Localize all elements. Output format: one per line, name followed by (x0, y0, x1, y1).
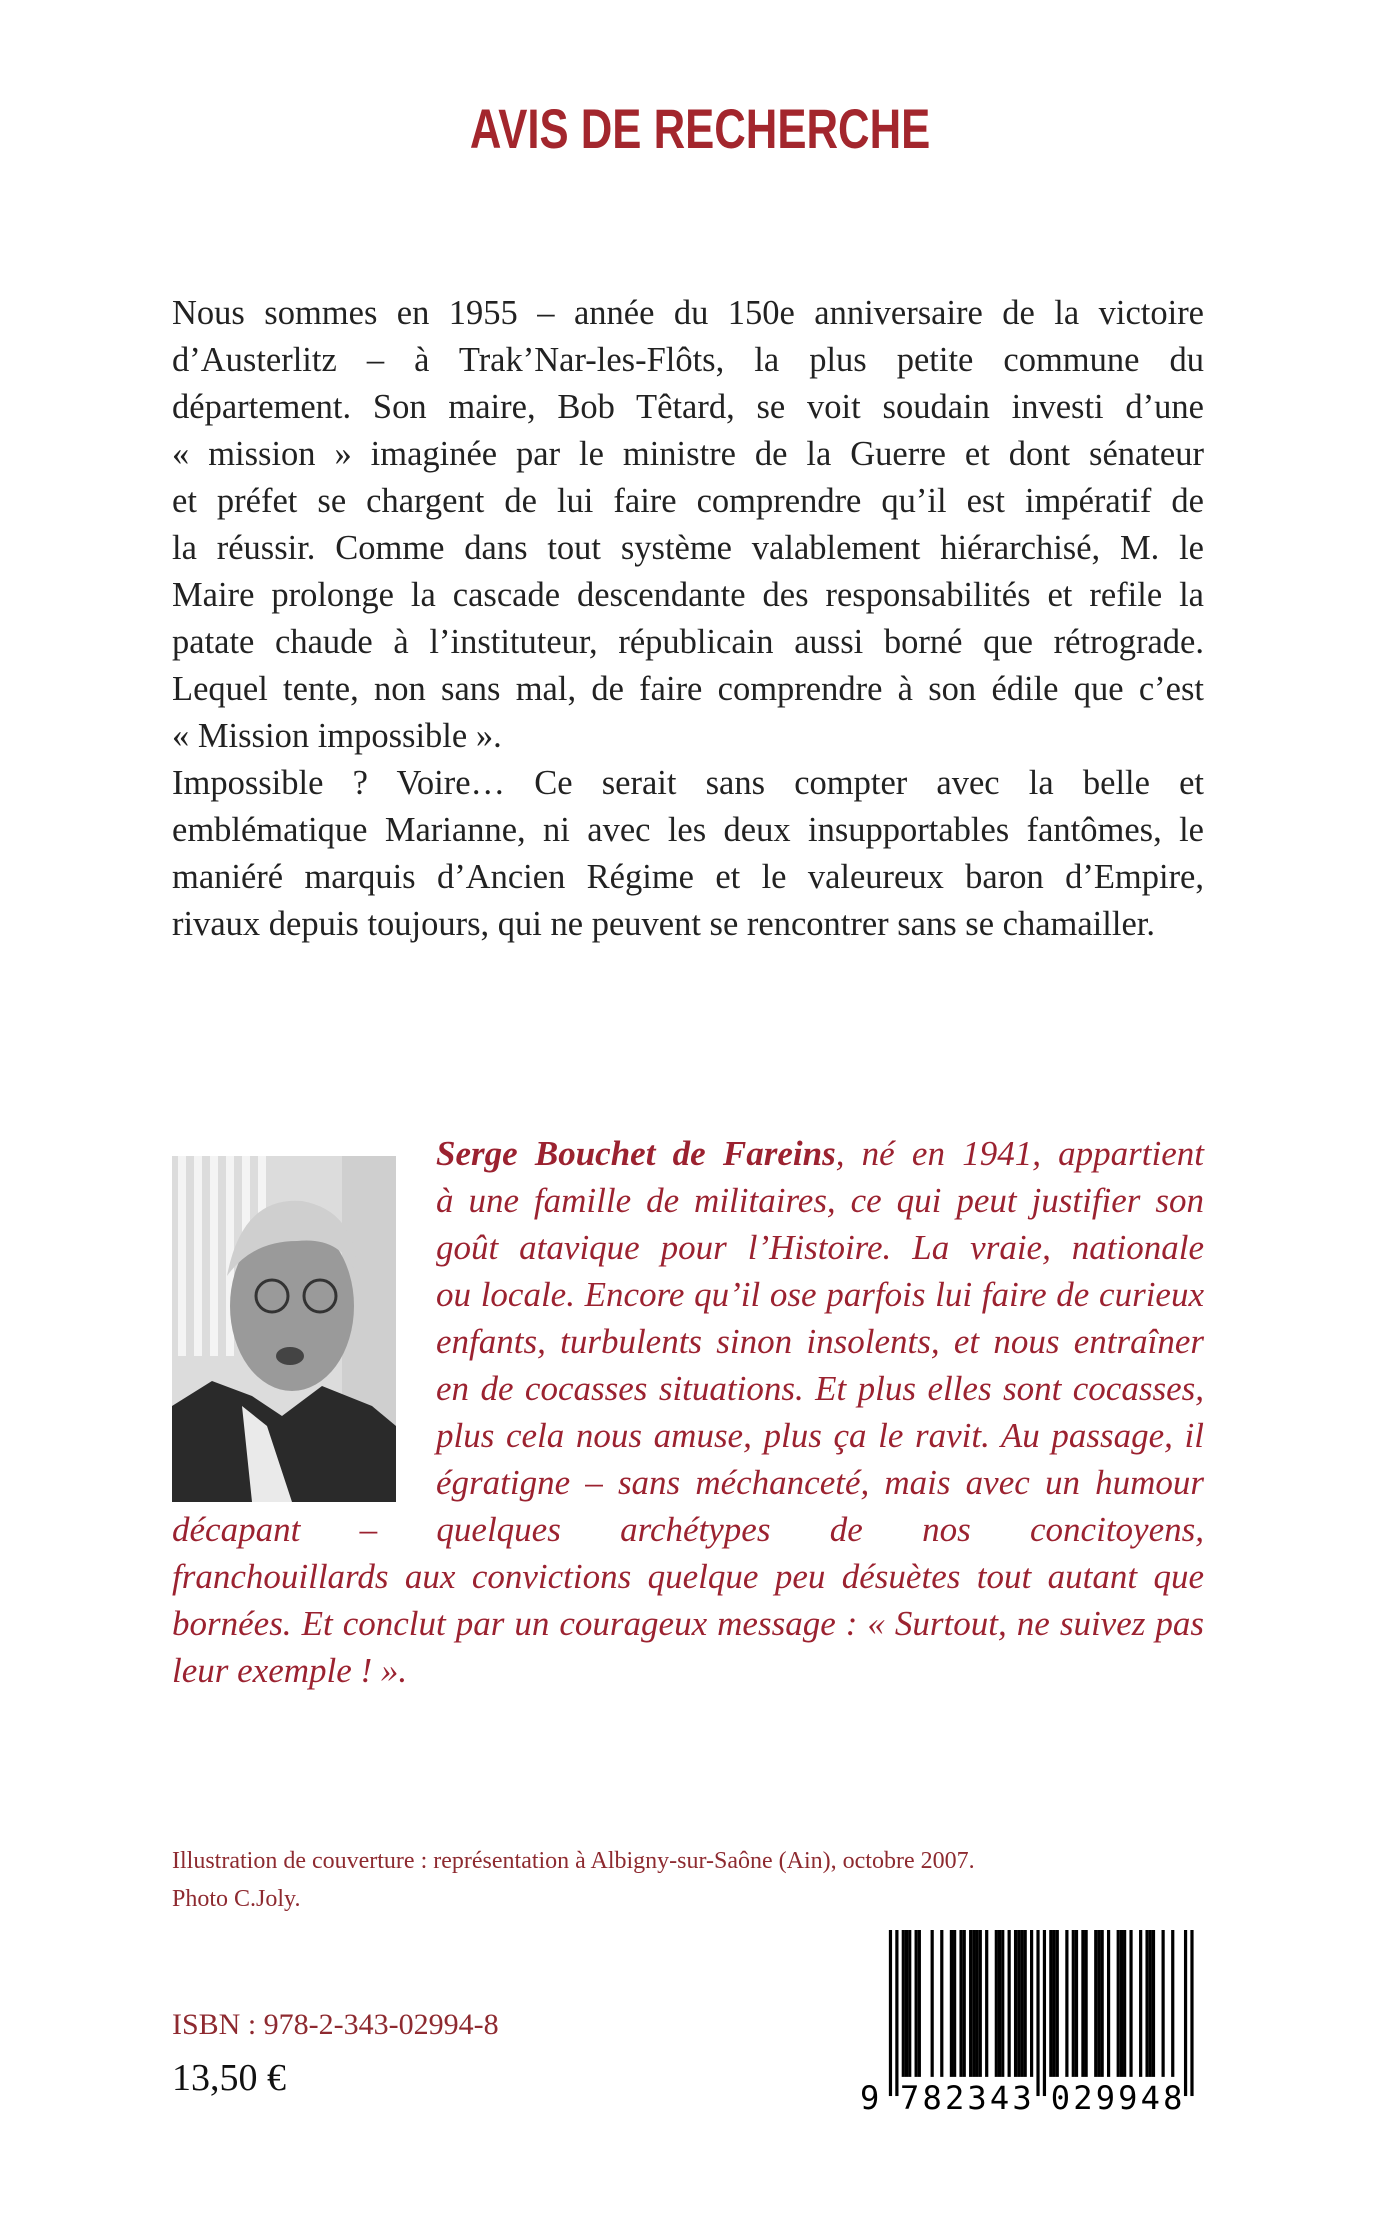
barcode-bar (1052, 1930, 1055, 2077)
barcode-bar (1162, 1930, 1165, 2077)
barcode-digit: 3 (967, 2078, 987, 2112)
barcode-bar (1139, 1930, 1142, 2077)
barcode-bar (972, 1930, 975, 2077)
barcode-bar (1065, 1930, 1068, 2077)
barcode-bar (995, 1930, 998, 2077)
barcode-digit: 4 (989, 2078, 1010, 2112)
barcode-bar (969, 1930, 972, 2077)
barcode-digit: 8 (922, 2078, 942, 2112)
barcode-bar (1085, 1930, 1088, 2077)
blurb (172, 290, 1204, 948)
blurb-line: emblématique Marianne, ni avec les deux insupportables fantômes, le (172, 811, 1204, 849)
barcode-digit: 7 (900, 2078, 920, 2112)
barcode (860, 1930, 1200, 2112)
barcode-bar (1094, 1930, 1097, 2077)
barcode-bar (1056, 1930, 1059, 2077)
blurb-line: département. Son maire, Bob Têtard, se voit soudain investi d’une (172, 388, 1204, 426)
barcode-bar (1024, 1930, 1027, 2077)
barcode-digit: 9 (1118, 2078, 1138, 2112)
barcode-bar (1075, 1930, 1078, 2077)
blurb-line: Lequel tente, non sans mal, de faire comprendre à son édile que c’est (172, 670, 1204, 708)
blurb-line: et préfet se chargent de lui faire comprendre qu’il est impératif de (172, 482, 1204, 520)
book-title: AVIS DE RECHERCHE (469, 97, 931, 160)
barcode-bar (1030, 1930, 1033, 2077)
bio-line: égratigne – sans méchanceté, mais avec un humour (436, 1463, 1204, 1502)
barcode-bar (1145, 1930, 1148, 2077)
barcode-bar (1107, 1930, 1110, 2077)
blurb-line: Nous sommes en 1955 – année du 150e anniversaire de la victoire (172, 294, 1204, 332)
barcode-bar (1097, 1930, 1100, 2077)
photo-credit: Photo C.Joly. (172, 1886, 301, 1912)
blurb-line: rivaux depuis toujours, qui ne peuvent se rencontrer sans se chamailler. (172, 905, 1155, 943)
barcode-bar (1117, 1930, 1120, 2077)
bio-line: enfants, turbulents sinon insolents, et nous entraîner (436, 1322, 1204, 1361)
barcode-bar (1129, 1930, 1132, 2077)
barcode-bar (931, 1930, 934, 2077)
blurb-line: la réussir. Comme dans tout système valablement hiérarchisé, M. le (172, 529, 1204, 567)
barcode-bar (918, 1930, 921, 2077)
barcode-bar (902, 1930, 905, 2077)
barcode-bar (1001, 1930, 1004, 2077)
barcode-bar (1072, 1930, 1075, 2077)
barcode-bar (1081, 1930, 1084, 2077)
barcode-bar (1101, 1930, 1104, 2077)
barcode-bar (1171, 1930, 1174, 2077)
barcode-bar (1152, 1930, 1155, 2077)
credit-line: Illustration de couverture : représentation à Albigny-sur-Saône (Ain), octobre 2007. (172, 1848, 975, 1874)
barcode-digit: 2 (1073, 2078, 1093, 2112)
bio-line: goût atavique pour l’Histoire. La vraie, nationale (436, 1228, 1204, 1267)
barcode-bar (1190, 1930, 1193, 2096)
bio-line: ou locale. Encore qu’il ose parfois lui faire de curieux (436, 1275, 1204, 1314)
blurb-line: d’Austerlitz – à Trak’Nar-les-Flôts, la plus petite commune du (172, 341, 1204, 379)
barcode-bar (1049, 1930, 1052, 2077)
bio-line: décapant – quelques archétypes de nos concitoyens, (172, 1510, 1204, 1549)
barcode-bar (1020, 1930, 1023, 2077)
barcode-bar (998, 1930, 1001, 2077)
barcode-bar (908, 1930, 911, 2077)
bio-line: plus cela nous amuse, plus ça le ravit. Au passage, il (436, 1416, 1204, 1455)
barcode-bar (953, 1930, 956, 2077)
barcode-bar (959, 1930, 962, 2077)
barcode-bar (1043, 1930, 1046, 2096)
barcode-bar (1014, 1930, 1017, 2077)
barcode-digit: 9 (860, 2078, 880, 2112)
price: 13,50 € (172, 2057, 286, 2099)
bio-line: franchouillards aux convictions quelque peu désuètes tout autant que (172, 1557, 1204, 1596)
barcode-digit: 9 (1095, 2078, 1116, 2112)
barcode-bar (905, 1930, 908, 2077)
barcode-bar (1017, 1930, 1020, 2077)
blurb-line: maniéré marquis d’Ancien Régime et le valeureux baron d’Empire, (172, 858, 1204, 896)
barcode-bar (985, 1930, 988, 2077)
barcode-bar (1120, 1930, 1123, 2077)
barcode-digit: 8 (1163, 2078, 1183, 2112)
barcode-bar (950, 1930, 953, 2077)
blurb-line: « mission » imaginée par le ministre de la Guerre et dont sénateur (172, 435, 1204, 473)
author-bio (172, 1130, 1204, 1694)
isbn: ISBN : 978-2-343-02994-8 (172, 2008, 499, 2041)
barcode-bar (1184, 1930, 1187, 2096)
bio-line: leur exemple ! ». (172, 1651, 408, 1690)
author-name: Serge Bouchet de Fareins (436, 1134, 836, 1173)
bio-line: à une famille de militaires, ce qui peut justifier son (436, 1181, 1204, 1220)
barcode-digit: 0 (1050, 2078, 1071, 2112)
barcode-bar (915, 1930, 918, 2077)
cover-credit (172, 1842, 975, 1918)
bio-line: Serge Bouchet de Fareins, né en 1941, appartient (436, 1134, 1204, 1173)
blurb-line: Impossible ? Voire… Ce serait sans compter avec la belle et (172, 764, 1204, 802)
barcode-digit: 3 (1012, 2078, 1032, 2112)
barcode-digit: 4 (1140, 2078, 1160, 2112)
blurb-line: « Mission impossible ». (172, 717, 502, 755)
barcode-bar (1036, 1930, 1039, 2096)
blurb-line: Maire prolonge la cascade descendante des responsabilités et refile la (172, 576, 1204, 614)
barcode-bar (940, 1930, 943, 2077)
barcode-bar (963, 1930, 966, 2077)
barcode-digit: 2 (944, 2078, 965, 2112)
barcode-bar (979, 1930, 982, 2077)
barcode-bar (975, 1930, 978, 2077)
blurb-line: patate chaude à l’instituteur, républicain aussi borné que rétrograde. (172, 623, 1204, 661)
barcode-bar (1149, 1930, 1152, 2077)
bio-line: en de cocasses situations. Et plus elles sont cocasses, (436, 1369, 1204, 1408)
barcode-bar (1123, 1930, 1126, 2077)
bio-line: bornées. Et conclut par un courageux message : « Surtout, ne suivez pas (172, 1604, 1204, 1643)
barcode-bar (1008, 1930, 1011, 2077)
barcode-bar (895, 1930, 898, 2096)
barcode-bar (889, 1930, 892, 2096)
